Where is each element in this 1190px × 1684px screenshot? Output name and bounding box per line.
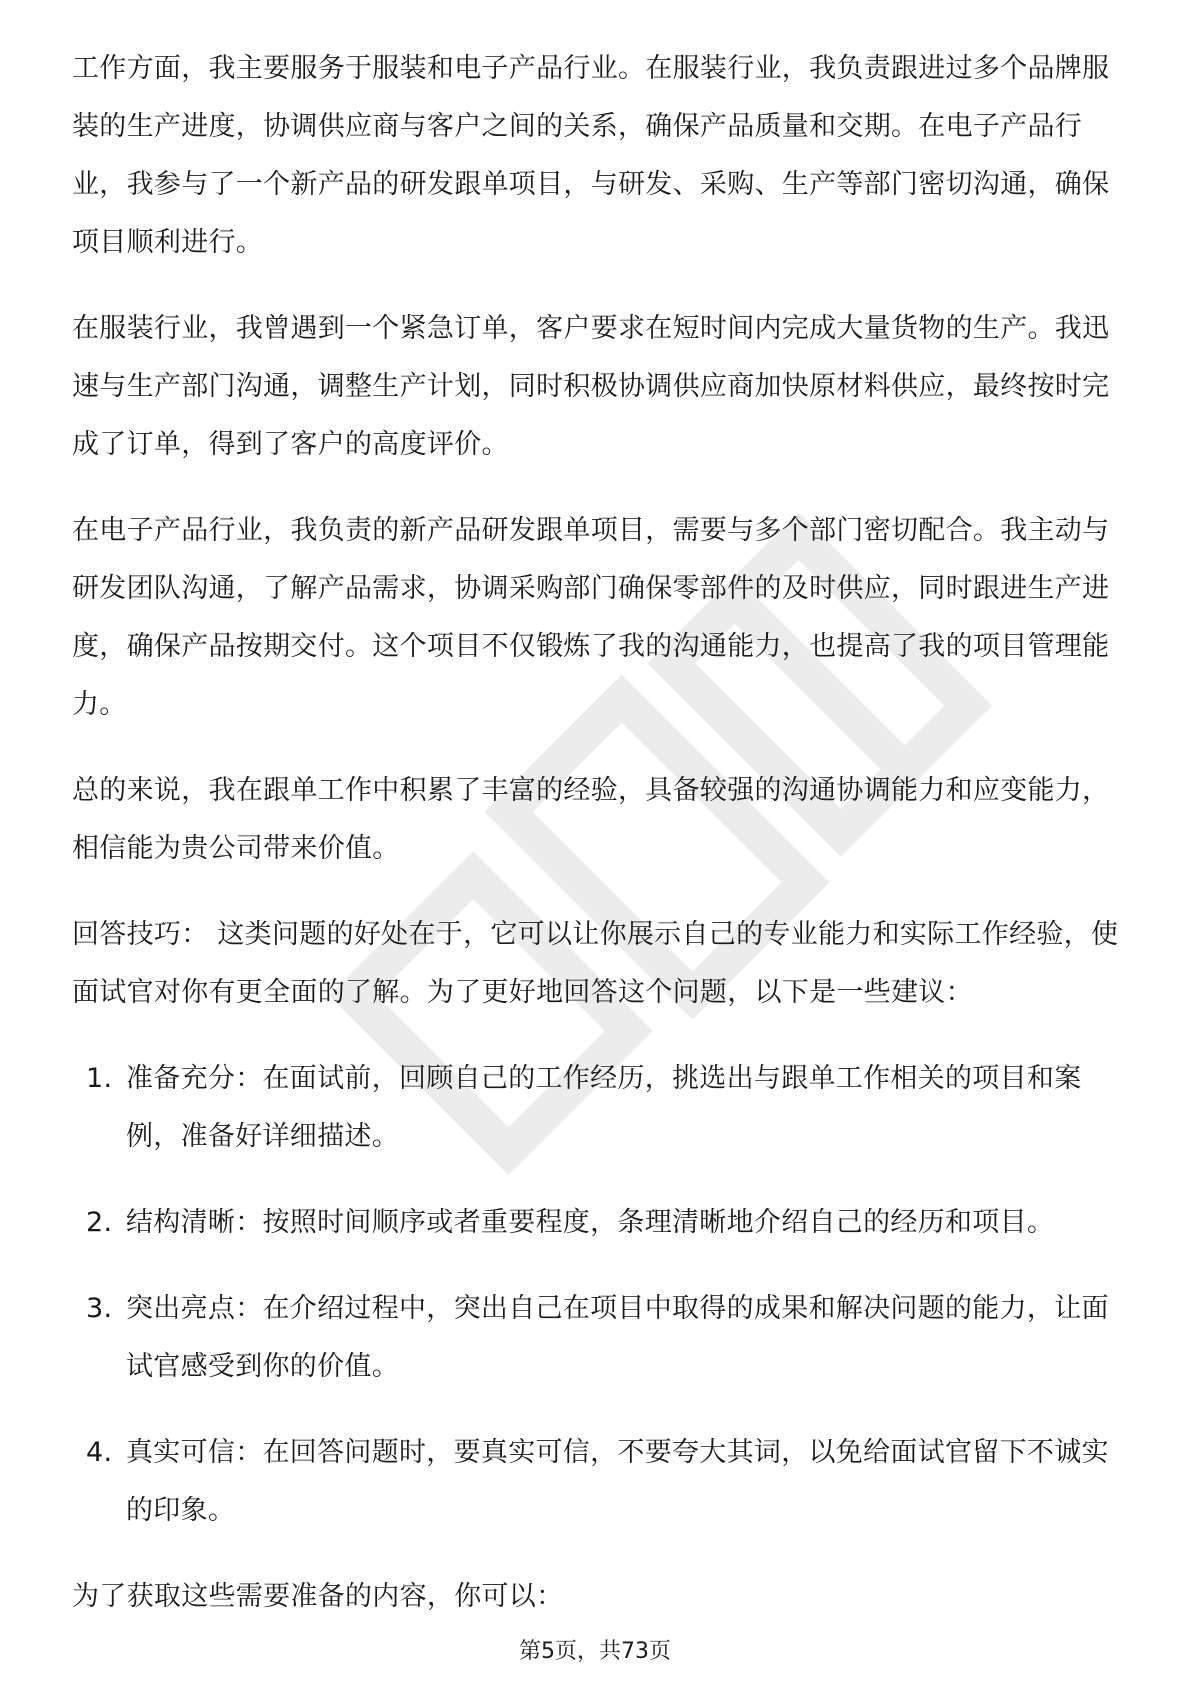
paragraph-answer-tips: 回答技巧： 这类问题的好处在于，它可以让你展示自己的专业能力和实际工作经验，使面试官对你有更全面的了解。为了更好地回答这个问题，以下是一些建议： [72,919,1119,1008]
list-item [72,1194,1122,1252]
paragraph-work-overview: 工作方面，我主要服务于服装和电子产品行业。在服装行业，我负责跟进过多个品牌服装的生产进度，协调供应商与客户之间的关系，确保产品质量和交期。在电子产品行业，我参与了一个新产品的研发跟单项目，与研发、采购、生产等部门密切沟通，确保项目顺利进行。 [72,53,1110,258]
page-number-footer: 第5页，共73页 [519,1639,671,1664]
list-item [72,1280,1122,1396]
paragraph-closing: 为了获取这些需要准备的内容，你可以： [72,1581,564,1612]
list-item-text: 准备充分：在面试前，回顾自己的工作经历，挑选出与跟单工作相关的项目和案例，准备好详细描述。 [126,1063,1082,1152]
list-item-text: 真实可信：在回答问题时，要真实可信，不要夸大其词，以免给面试官留下不诚实的印象。 [126,1437,1109,1526]
tips-list [72,1050,1122,1540]
list-item-text: 结构清晰：按照时间顺序或者重要程度，条理清晰地介绍自己的经历和项目。 [126,1207,1055,1238]
list-item-text: 突出亮点：在介绍过程中，突出自己在项目中取得的成果和解决问题的能力，让面试官感受到你的价值。 [126,1293,1109,1382]
document-page [72,40,1122,1654]
list-item [72,1050,1122,1166]
paragraph-apparel-example: 在服装行业，我曾遇到一个紧急订单，客户要求在短时间内完成大量货物的生产。我迅速与生产部门沟通，调整生产计划，同时积极协调供应商加快原材料供应，最终按时完成了订单，得到了客户的高度评价。 [72,313,1110,460]
list-item [72,1424,1122,1540]
list-item-number: 1. [86,1063,113,1094]
list-item-number: 2. [86,1207,113,1238]
list-item-number: 3. [86,1293,113,1324]
list-item-number: 4. [86,1437,113,1468]
paragraph-summary: 总的来说，我在跟单工作中积累了丰富的经验，具备较强的沟通协调能力和应变能力，相信能为贵公司带来价值。 [72,775,1110,864]
paragraph-electronics-example: 在电子产品行业，我负责的新产品研发跟单项目，需要与多个部门密切配合。我主动与研发团队沟通，了解产品需求，协调采购部门确保零部件的及时供应，同时跟进生产进度，确保产品按期交付。这个项目不仅锻炼了我的沟通能力，也提高了我的项目管理能力。 [72,515,1110,720]
